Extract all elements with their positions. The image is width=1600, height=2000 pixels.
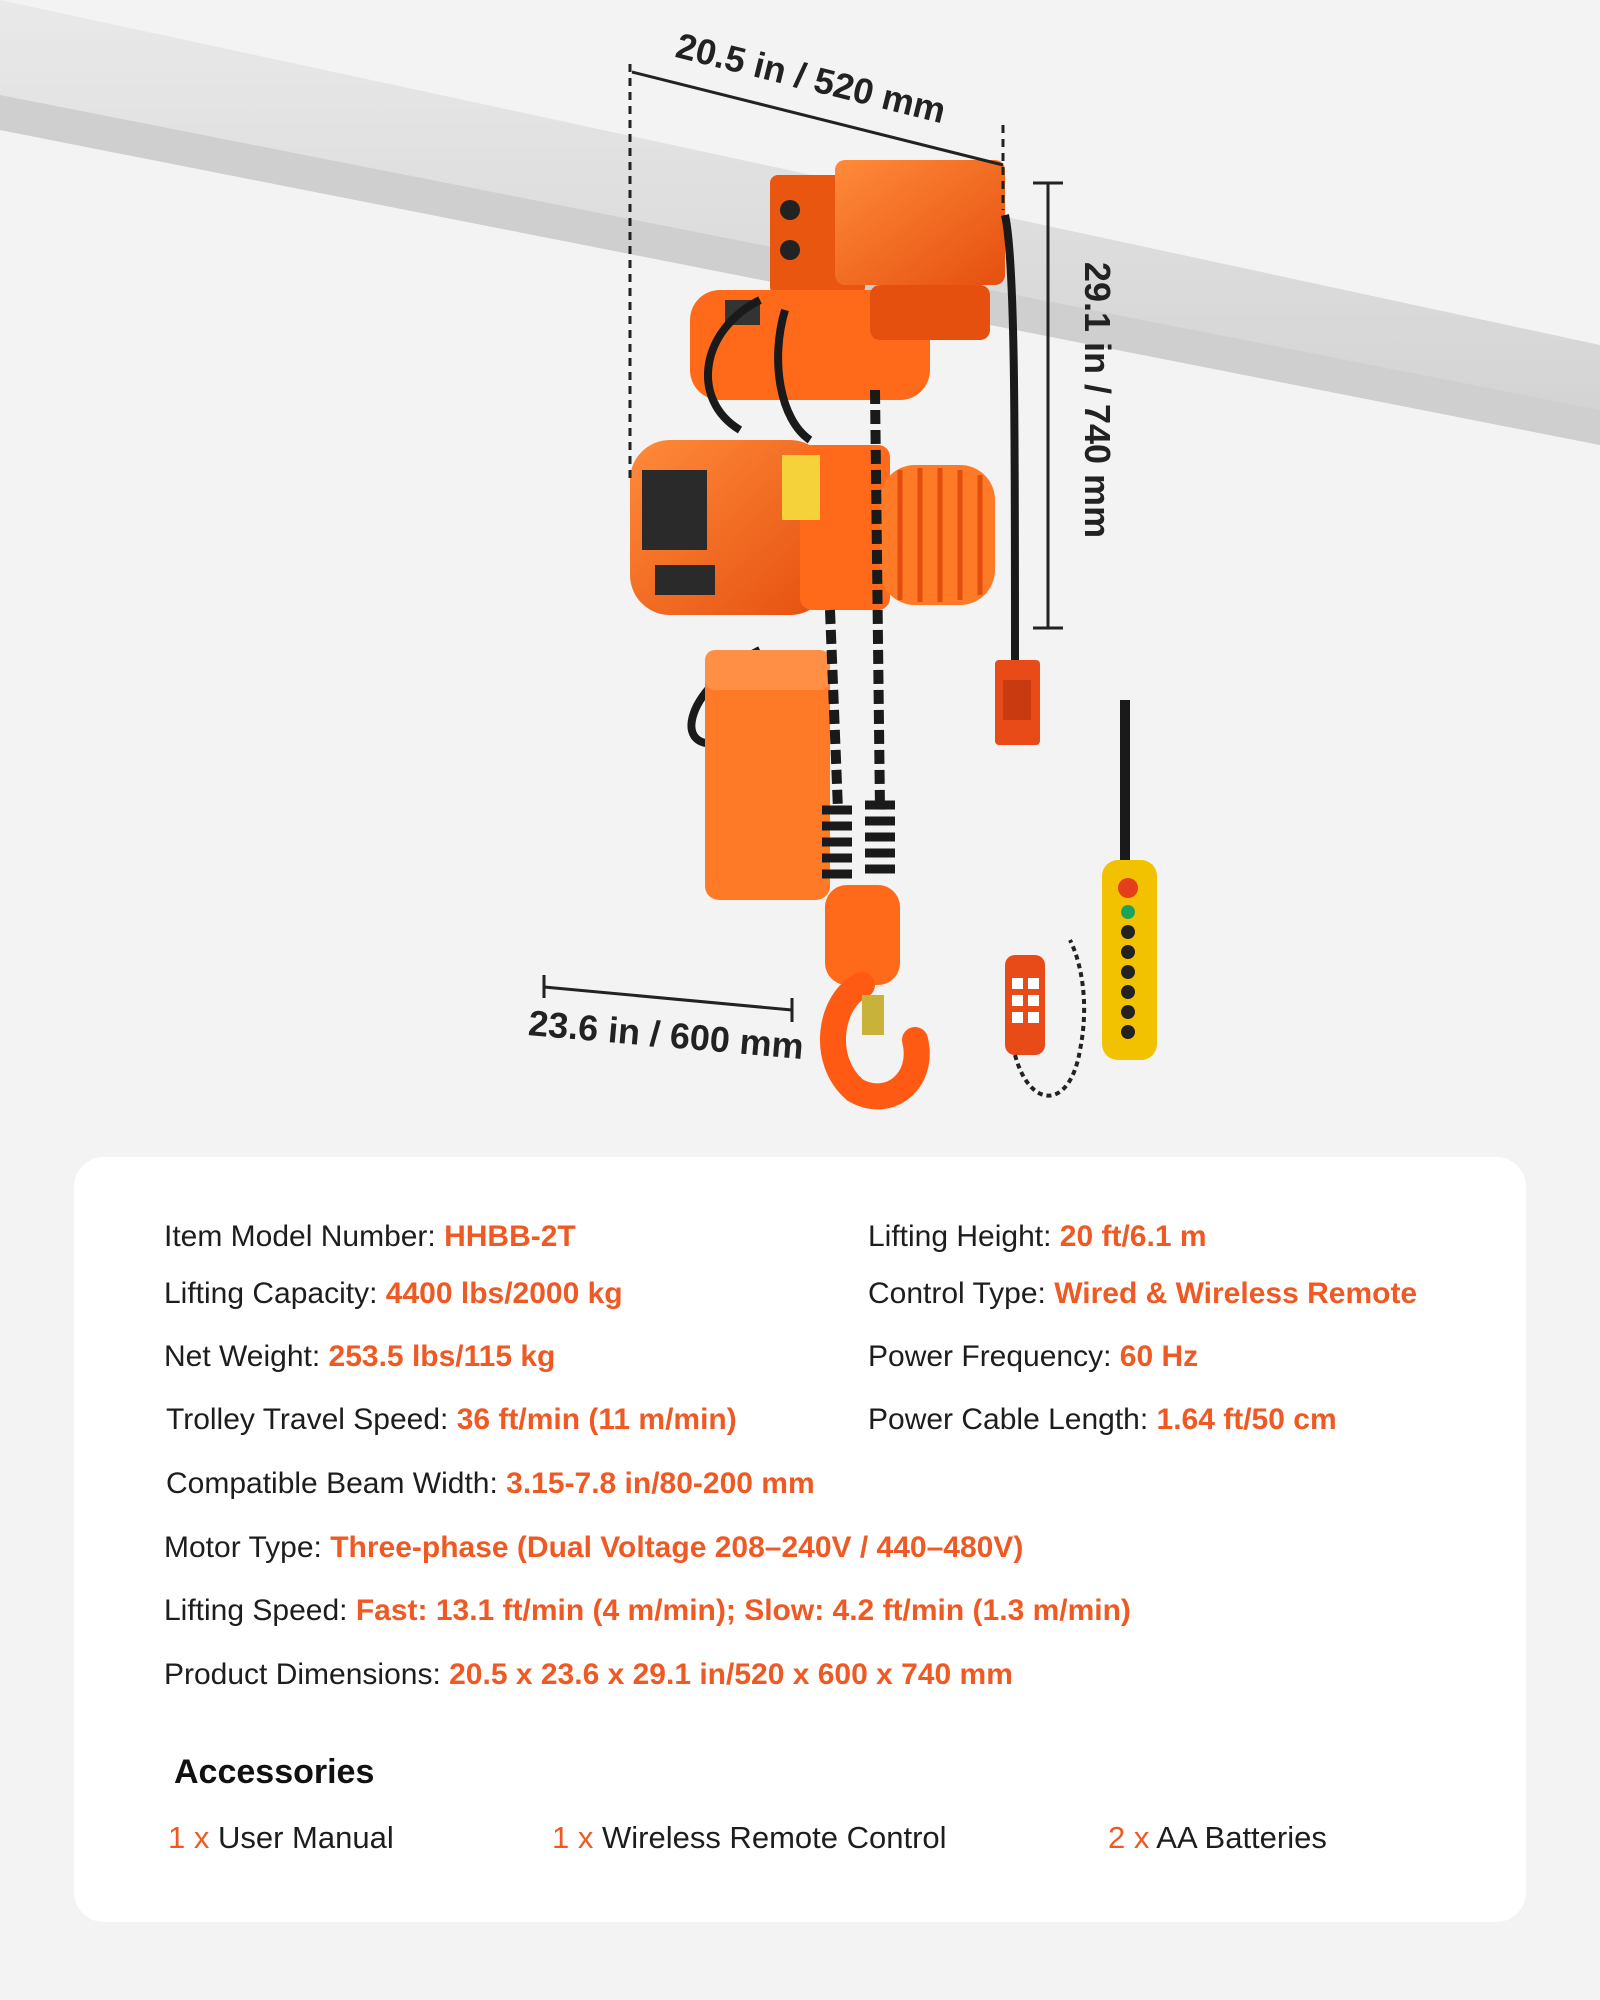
spec-compatible-beam-width: Compatible Beam Width: 3.15-7.8 in/80-200 mm (166, 1467, 815, 1500)
spec-trolley-travel-speed: Trolley Travel Speed: 36 ft/min (11 m/min) (166, 1403, 737, 1436)
spec-net-weight: Net Weight: 253.5 lbs/115 kg (164, 1340, 556, 1373)
spec-power-frequency: Power Frequency: 60 Hz (868, 1340, 1199, 1373)
accessory-item: 1 x User Manual (168, 1820, 394, 1855)
power-switch-box (995, 660, 1040, 745)
accessory-item: 2 x AA Batteries (1108, 1820, 1327, 1855)
wireless-remote-control (1005, 940, 1084, 1096)
spec-motor-type: Motor Type: Three-phase (Dual Voltage 208–240V / 440–480V) (164, 1531, 1024, 1564)
dimension-width-label: 20.5 in / 520 mm (672, 24, 950, 132)
spec-lifting-height: Lifting Height: 20 ft/6.1 m (868, 1220, 1207, 1253)
accessory-item: 1 x Wireless Remote Control (552, 1820, 947, 1855)
chain-springs (822, 805, 895, 874)
lifting-hook (825, 885, 917, 1096)
wired-pendant-control (1102, 700, 1157, 1060)
spec-lifting-speed: Lifting Speed: Fast: 13.1 ft/min (4 m/min); Slow: 4.2 ft/min (1.3 m/min) (164, 1594, 1131, 1627)
spec-model-number: Item Model Number: HHBB-2T (164, 1220, 576, 1253)
dimension-depth-label: 23.6 in / 600 mm (526, 1002, 806, 1068)
hoist-body (630, 440, 995, 615)
spec-lifting-capacity: Lifting Capacity: 4400 lbs/2000 kg (164, 1277, 623, 1310)
accessories-title: Accessories (174, 1753, 375, 1791)
dimension-height-label: 29.1 in / 740 mm (1077, 261, 1118, 539)
spec-power-cable-length: Power Cable Length: 1.64 ft/50 cm (868, 1403, 1337, 1436)
spec-product-dimensions: Product Dimensions: 20.5 x 23.6 x 29.1 in/520 x 600 x 740 mm (164, 1658, 1013, 1691)
spec-control-type: Control Type: Wired & Wireless Remote (868, 1277, 1418, 1310)
specifications-card (74, 1157, 1526, 1922)
chain-bag (705, 650, 830, 900)
